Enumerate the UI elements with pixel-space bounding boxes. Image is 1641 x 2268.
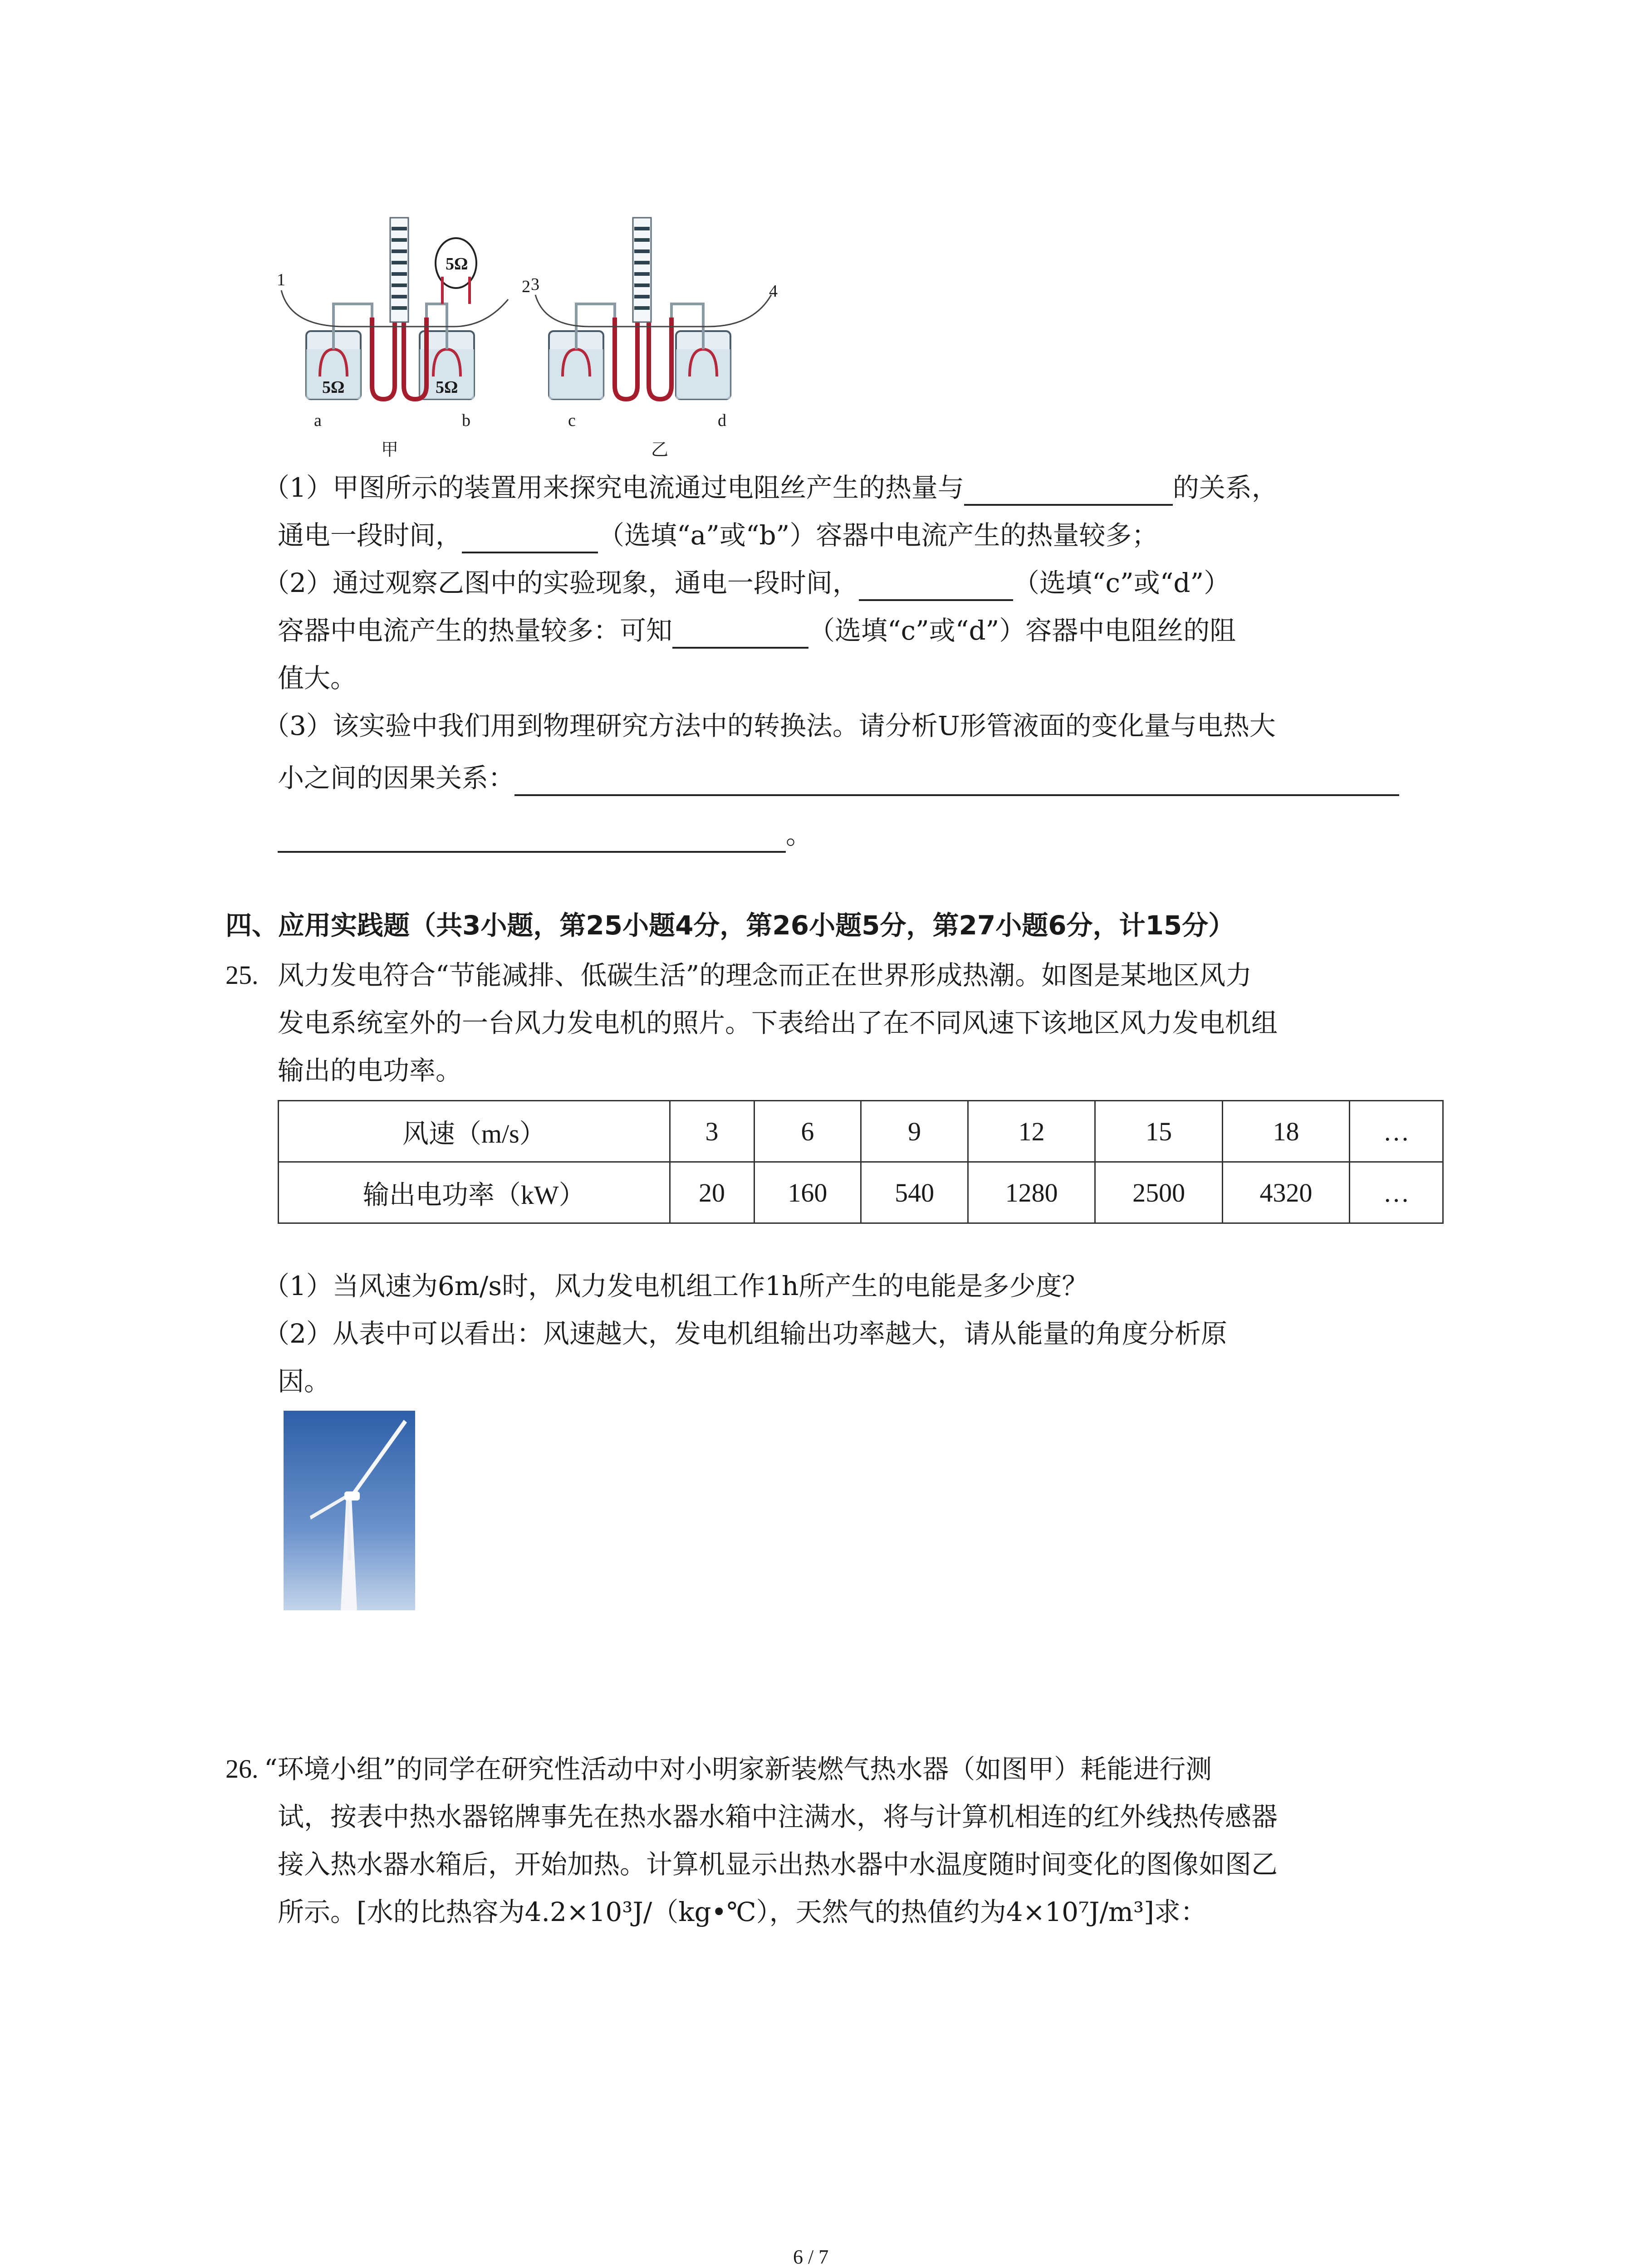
answer-blank-6[interactable]	[278, 824, 786, 853]
wind-power-table	[278, 1100, 1444, 1224]
label-d: d	[718, 411, 726, 430]
table-header-power: 输出电功率（kW）	[279, 1162, 670, 1223]
q26-line2: 试，按表中热水器铭牌事先在热水器水箱中注满水，将与计算机相连的红外线热传感器	[278, 1801, 1278, 1832]
q25-sub3: 因。	[278, 1366, 331, 1397]
q24-line3	[263, 565, 1230, 601]
answer-blank-2[interactable]	[462, 524, 598, 553]
table-header-wind-speed: 风速（m/s）	[279, 1101, 670, 1162]
table-cell: …	[1350, 1162, 1443, 1223]
table-cell: …	[1350, 1101, 1443, 1162]
answer-blank-3[interactable]	[859, 572, 1013, 601]
table-cell: 4320	[1222, 1162, 1349, 1223]
resistor-a-label: 5Ω	[322, 378, 345, 397]
apparatus-figure	[272, 213, 794, 467]
q24-line4-pre: 容器中电流产生的热量较多：可知	[278, 615, 673, 646]
label-c: c	[568, 411, 576, 430]
q24-line1-pre: （1）甲图所示的装置用来探究电流通过电阻丝产生的热量与	[263, 472, 964, 503]
label-1: 1	[277, 270, 285, 289]
answer-blank-1[interactable]	[964, 477, 1173, 506]
q24-line4	[278, 612, 1236, 649]
label-4: 4	[769, 282, 778, 301]
q25-sub2: （2）从表中可以看出：风速越大，发电机组输出功率越大，请从能量的角度分析原	[263, 1318, 1227, 1349]
q24-line7	[278, 760, 1399, 796]
apparatus-drawing	[272, 213, 794, 467]
table-cell: 3	[670, 1101, 754, 1162]
table-cell: 540	[861, 1162, 968, 1223]
q24-line8	[278, 816, 812, 853]
q24-line2-post: （选填“a”或“b”）容器中电流产生的热量较多；	[598, 520, 1158, 551]
wind-turbine-image	[284, 1411, 415, 1610]
table-cell: 6	[754, 1101, 861, 1162]
q26-number: 26.	[225, 1754, 259, 1784]
q24-line3-post: （选填“c”或“d”）	[1013, 567, 1230, 598]
q24-line6: （3）该实验中我们用到物理研究方法中的转换法。请分析U形管液面的变化量与电热大	[263, 710, 1276, 741]
answer-blank-4[interactable]	[672, 620, 808, 649]
q24-line1	[263, 469, 1278, 506]
page-number: 6 / 7	[793, 2246, 829, 2268]
q24-line5: 值大。	[278, 663, 357, 694]
q25-sub1: （1）当风速为6m/s时，风力发电机组工作1h所产生的电能是多少度？	[263, 1271, 1088, 1301]
q25-line1: 风力发电符合“节能减排、低碳生活”的理念而正在世界形成热潮。如图是某地区风力	[278, 960, 1252, 991]
q26-line4: 所示。[水的比热容为4.2×10³J/（kg•℃），天然气的热值约为4×10⁷J/m³]求：	[278, 1897, 1207, 1927]
q24-line1-post: 的关系，	[1172, 472, 1278, 503]
label-2: 2	[522, 277, 530, 296]
resistor-parallel-label: 5Ω	[446, 254, 468, 274]
q25-number: 25.	[225, 960, 259, 990]
answer-blank-5[interactable]	[514, 767, 1399, 796]
table-cell: 160	[754, 1162, 861, 1223]
q24-line2	[278, 517, 1158, 553]
table-cell: 1280	[968, 1162, 1095, 1223]
table-cell: 20	[670, 1162, 754, 1223]
section-4-title: 四、应用实践题（共3小题，第25小题4分，第26小题5分，第27小题6分，计15分）	[225, 910, 1235, 941]
q24-line8-post: 。	[786, 819, 813, 850]
q24-line4-post: （选填“c”或“d”）容器中电阻丝的阻	[808, 615, 1236, 646]
table-row	[279, 1162, 1443, 1223]
q25-line3: 输出的电功率。	[278, 1055, 462, 1086]
resistor-b-label: 5Ω	[436, 378, 458, 397]
q24-line3-pre: （2）通过观察乙图中的实验现象，通电一段时间，	[263, 567, 859, 598]
label-3: 3	[531, 275, 539, 294]
q26-line1: “环境小组”的同学在研究性活动中对小明家新装燃气热水器（如图甲）耗能进行测	[264, 1754, 1212, 1784]
q26-line3: 接入热水器水箱后，开始加热。计算机显示出热水器中水温度随时间变化的图像如图乙	[278, 1849, 1278, 1880]
table-cell: 18	[1222, 1101, 1349, 1162]
table-cell: 9	[861, 1101, 968, 1162]
table-row	[279, 1101, 1443, 1162]
label-b: b	[462, 411, 470, 430]
table-cell: 2500	[1095, 1162, 1222, 1223]
wind-turbine-photo	[284, 1411, 415, 1610]
table-cell: 12	[968, 1101, 1095, 1162]
label-a: a	[314, 411, 322, 430]
table-cell: 15	[1095, 1101, 1222, 1162]
caption-jia: 甲	[381, 440, 399, 459]
caption-yi: 乙	[651, 440, 669, 459]
q24-line7-pre: 小之间的因果关系：	[278, 763, 515, 793]
q25-line2: 发电系统室外的一台风力发电机的照片。下表给出了在不同风速下该地区风力发电机组	[278, 1007, 1278, 1038]
q24-line2-pre: 通电一段时间，	[278, 520, 462, 551]
